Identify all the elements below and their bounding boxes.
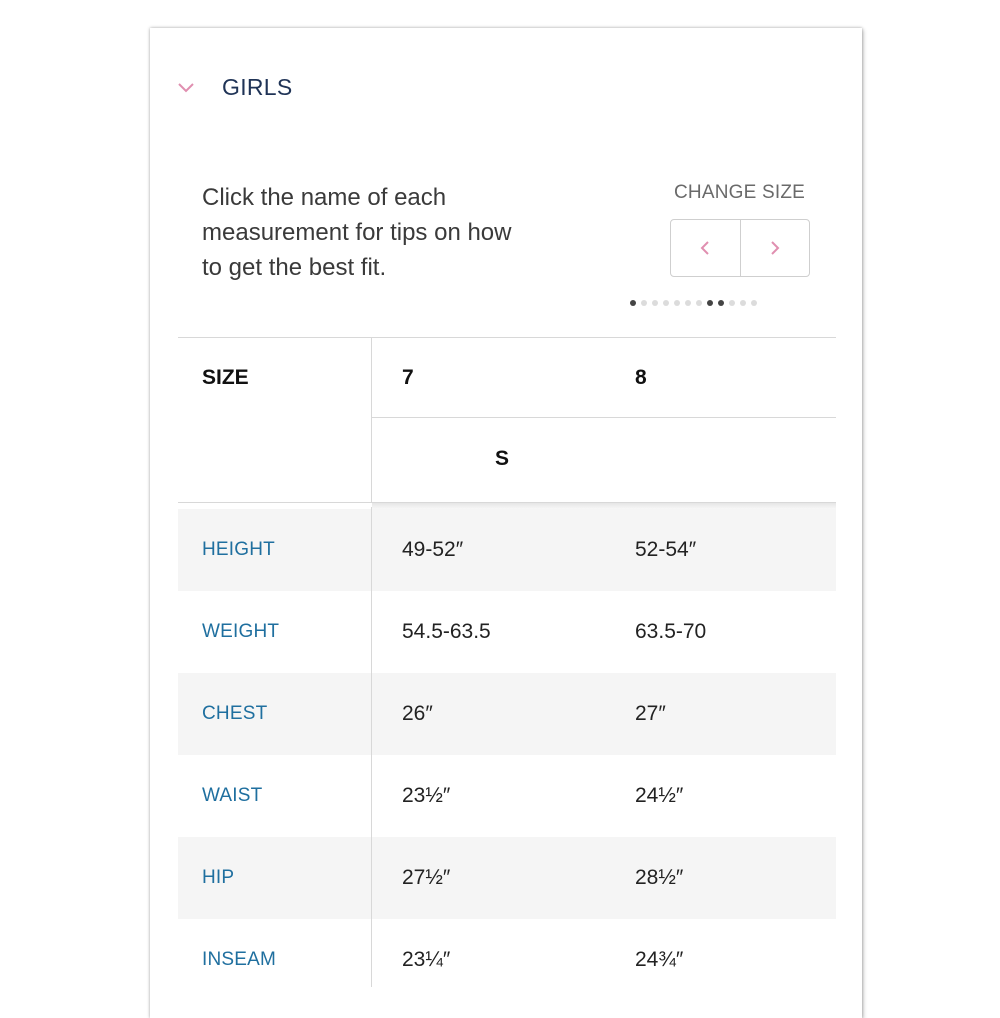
pagination-dot[interactable]	[740, 300, 746, 306]
change-size-label: CHANGE SIZE	[674, 182, 805, 203]
table-cell: 27″	[635, 702, 666, 725]
size-header-label: SIZE	[202, 366, 249, 389]
size-navigator	[670, 219, 810, 277]
table-cell: 63.5-70	[635, 620, 707, 643]
pagination-dot[interactable]	[641, 300, 647, 306]
table-header	[178, 337, 836, 503]
table-cell: 24¾″	[635, 948, 684, 971]
table-cell: 26″	[402, 702, 433, 725]
table-cell: 49-52″	[402, 538, 464, 561]
table-row	[178, 919, 836, 1001]
table-cell: 28½″	[635, 866, 684, 889]
table-cell: 23¼″	[402, 948, 451, 971]
measurement-label-inseam[interactable]: INSEAM	[202, 949, 277, 970]
column-divider	[371, 338, 372, 502]
measurement-label-weight[interactable]: WEIGHT	[202, 621, 280, 642]
next-size-button[interactable]	[740, 220, 810, 276]
size-chart-table	[178, 337, 836, 1001]
chevron-left-icon	[697, 240, 713, 256]
table-row	[178, 673, 836, 755]
pagination-dot[interactable]	[751, 300, 757, 306]
previous-size-button[interactable]	[671, 220, 740, 276]
table-row	[178, 837, 836, 919]
girls-section-toggle[interactable]	[176, 74, 293, 101]
section-title: GIRLS	[222, 74, 293, 100]
size-column-8: 8	[635, 366, 647, 389]
table-cell: 52-54″	[635, 538, 697, 561]
pagination-dot[interactable]	[674, 300, 680, 306]
table-cell: 23½″	[402, 784, 451, 807]
measurement-label-hip[interactable]: HIP	[202, 867, 235, 888]
measurement-label-height[interactable]: HEIGHT	[202, 539, 275, 560]
table-cell: 54.5-63.5	[402, 620, 491, 643]
size-column-7: 7	[402, 366, 414, 389]
pagination-dot[interactable]	[630, 300, 636, 306]
pagination-dot[interactable]	[696, 300, 702, 306]
table-row	[178, 591, 836, 673]
measurement-label-waist[interactable]: WAIST	[202, 785, 263, 806]
measurement-label-chest[interactable]: CHEST	[202, 703, 268, 724]
pagination-dot[interactable]	[652, 300, 658, 306]
pagination-dot[interactable]	[707, 300, 713, 306]
pagination-dot[interactable]	[718, 300, 724, 306]
size-pagination-dots	[630, 300, 757, 306]
column-divider	[371, 507, 372, 987]
chevron-down-icon	[176, 78, 196, 98]
header-divider	[372, 417, 836, 418]
pagination-dot[interactable]	[663, 300, 669, 306]
intro-text: Click the name of each measurement for tips on how to get the best fit.	[202, 184, 512, 281]
table-cell: 27½″	[402, 866, 451, 889]
table-row	[178, 755, 836, 837]
pagination-dot[interactable]	[729, 300, 735, 306]
alpha-size-label: S	[495, 447, 510, 470]
table-row	[178, 509, 836, 591]
table-cell: 24½″	[635, 784, 684, 807]
chevron-right-icon	[767, 240, 783, 256]
size-chart-panel	[150, 28, 862, 1018]
pagination-dot[interactable]	[685, 300, 691, 306]
